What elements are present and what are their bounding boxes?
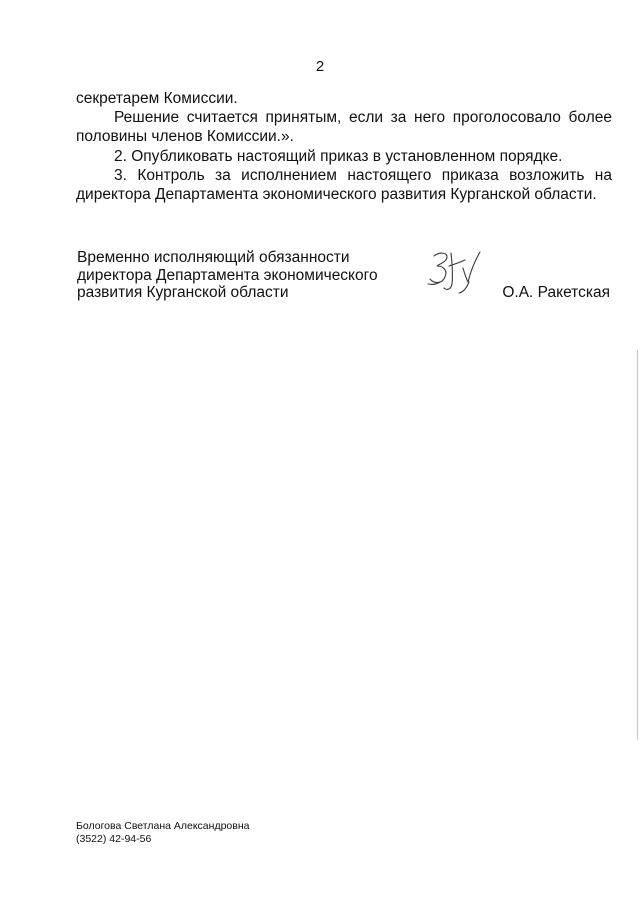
handwritten-signature: [425, 244, 487, 296]
scan-edge-line: [637, 350, 638, 740]
body-paragraph-publish: 2. Опубликовать настоящий приказ в установленном порядке.: [114, 147, 563, 165]
executor-phone: (3522) 42-94-56: [76, 833, 152, 845]
body-paragraph-decision: Решение считается принятым, если за него проголосовало более половины членов Комиссии.».: [76, 109, 612, 146]
executor-name: Бологова Светлана Александровна: [76, 820, 250, 832]
body-line-continuation: секретарем Комиссии.: [76, 90, 238, 107]
body-paragraph-control: 3. Контроль за исполнением настоящего приказа возложить на директора Департамента экономического развития Курганской области.: [76, 166, 612, 204]
executor-contact: [76, 820, 249, 846]
page-number: 2: [315, 58, 325, 75]
document-body: [76, 89, 612, 204]
signatory-position-line: Временно исполняющий обязанности: [77, 249, 350, 266]
signatory-position: [77, 249, 378, 302]
signatory-position-line: директора Департамента экономического: [77, 266, 378, 284]
signatory-name: О.А. Ракетская: [502, 284, 610, 301]
signatory-position-line: развития Курганской области: [77, 284, 289, 301]
